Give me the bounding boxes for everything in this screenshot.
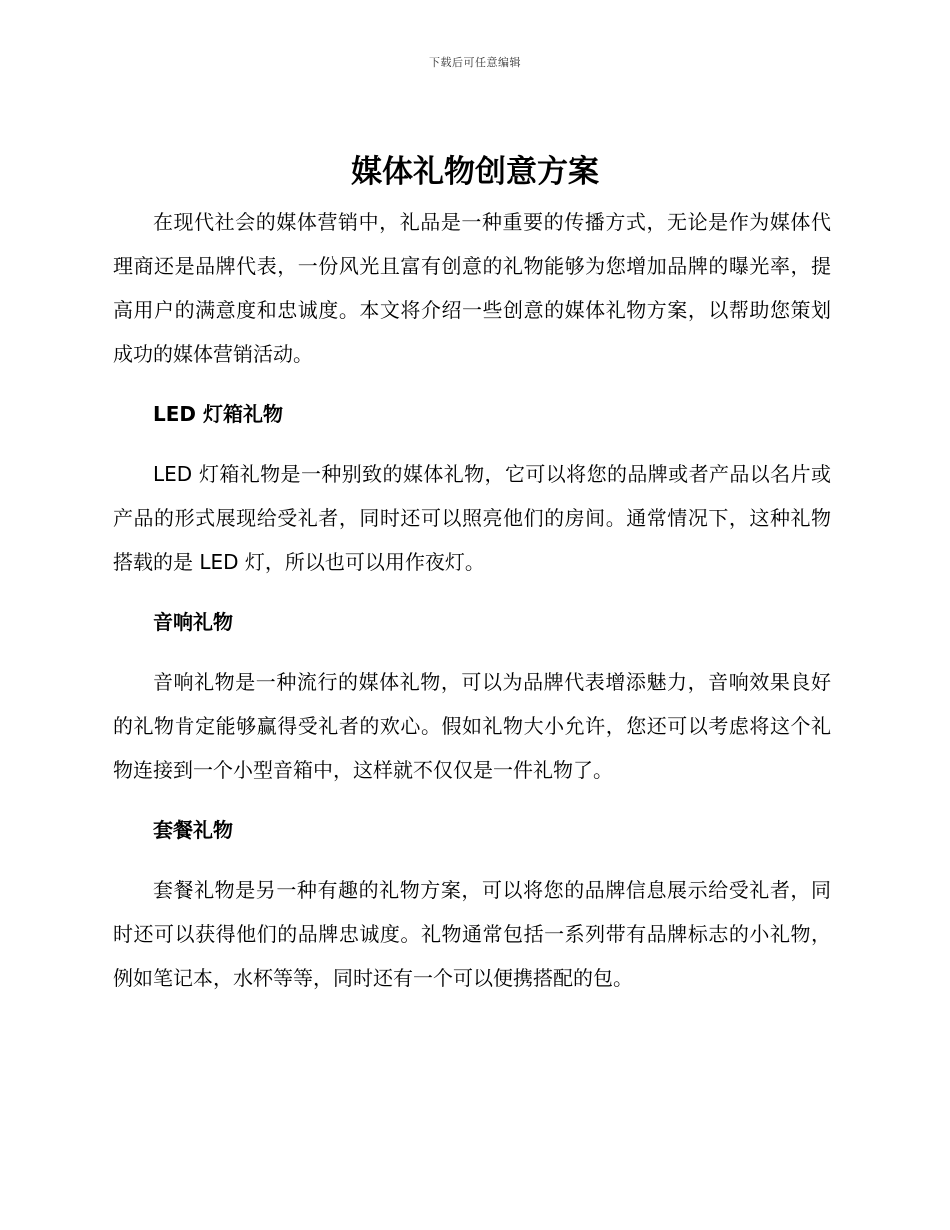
section-heading-speaker: 音响礼物: [153, 610, 233, 634]
section-heading-led-lightbox: LED 灯箱礼物: [153, 402, 283, 426]
document-body: [113, 200, 831, 1000]
document-title: 媒体礼物创意方案: [351, 154, 599, 190]
section-body-gift-set: 套餐礼物是另一种有趣的礼物方案，可以将您的品牌信息展示给受礼者，同时还可以获得他们的品牌忠诚度。礼物通常包括一系列带有品牌标志的小礼物，例如笔记本，水杯等等，同时还有一个可以便携搭配的包。: [113, 878, 831, 990]
section-heading-gift-set: 套餐礼物: [153, 818, 233, 842]
section-body-speaker: 音响礼物是一种流行的媒体礼物，可以为品牌代表增添魅力，音响效果良好的礼物肯定能够赢得受礼者的欢心。假如礼物大小允许，您还可以考虑将这个礼物连接到一个小型音箱中，这样就不仅仅是一件礼物了。: [113, 670, 831, 782]
header-note: 下载后可任意编辑: [429, 56, 521, 69]
section-body-led-lightbox: LED 灯箱礼物是一种别致的媒体礼物，它可以将您的品牌或者产品以名片或产品的形式展现给受礼者，同时还可以照亮他们的房间。通常情况下，这种礼物搭载的是 LED 灯，所以也可以用作夜灯。: [113, 462, 831, 574]
intro-paragraph: 在现代社会的媒体营销中，礼品是一种重要的传播方式，无论是作为媒体代理商还是品牌代表，一份风光且富有创意的礼物能够为您增加品牌的曝光率，提高用户的满意度和忠诚度。本文将介绍一些创意的媒体礼物方案，以帮助您策划成功的媒体营销活动。: [113, 210, 831, 366]
